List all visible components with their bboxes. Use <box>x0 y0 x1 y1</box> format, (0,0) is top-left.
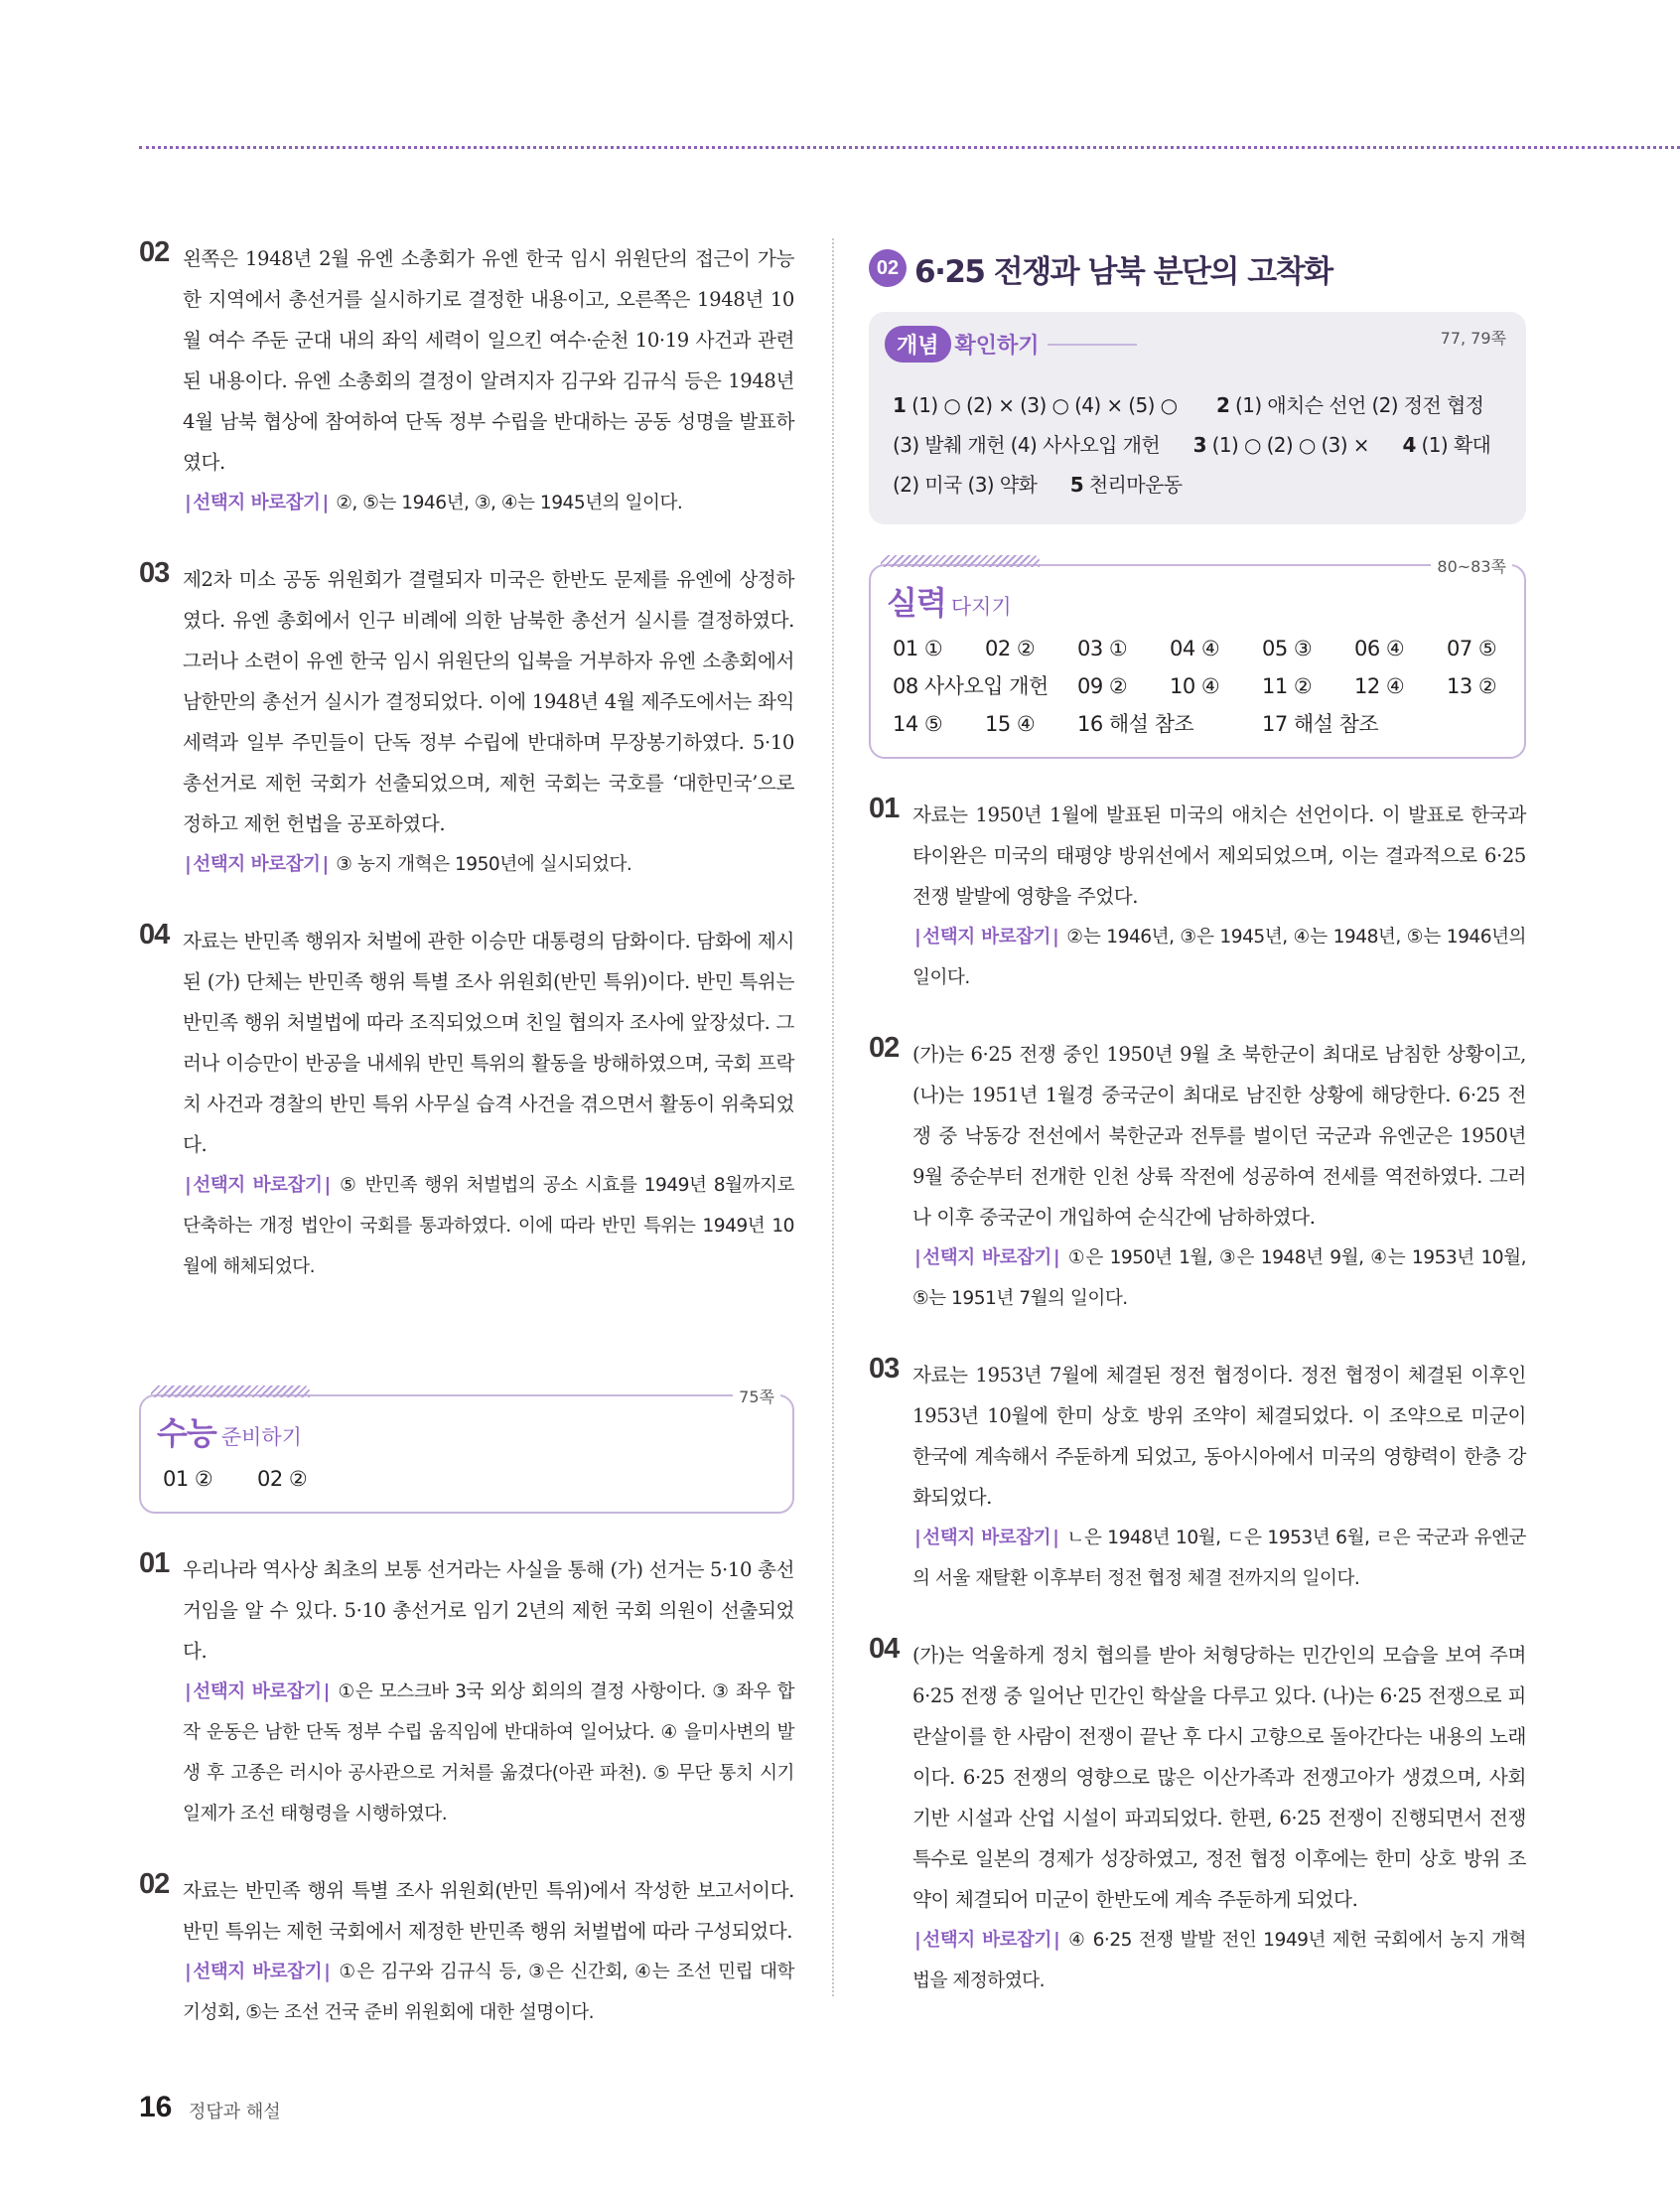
box-title: 실력 다지기 <box>887 584 1012 622</box>
choice-correction-text: ①은 모스크바 3국 외상 회의의 결정 사항이다. ③ 좌우 합작 운동은 남한 단독 정부 수립 움직임에 반대하여 일어났다. ④ 을미사변의 발생 후 고종은 러시아 공사관으로 거처를 옮겼다(아관 파천). ⑤ 무단 통치 시기 일제가 조선 태형령을 시행하였다. <box>183 1681 794 1824</box>
question-number: 01 <box>139 1547 170 1579</box>
box-hatch-decoration <box>151 1386 310 1397</box>
concept-line: (3) 발췌 개헌 (4) 사사오입 개헌 3 (1) ○ (2) ○ (3) × 4 (1) 확대 <box>893 433 1491 457</box>
explanation-text: 자료는 반민족 행위자 처벌에 관한 이승만 대통령의 담화이다. 담화에 제시된 (가) 단체는 반민족 행위 특별 조사 위원회(반민 특위)이다. 반민 특위는 반민족 행위 처벌법에 따라 조직되었으며 친일 협의자 조사에 앞장섰다. 그러나 이승만이 반공을 내세워 반민 특위의 활동을 방해하였으며, 국회 프락치 사건과 경찰의 반민 특위 사무실 습격 사건을 겪으면서 활동이 위축되었다. <box>183 930 794 1156</box>
answer-item: 10 ④ <box>1170 674 1220 698</box>
answer-row <box>893 630 1502 667</box>
answer-item: 02 ② <box>985 637 1036 660</box>
explanation-02 <box>139 238 794 523</box>
explanation-text: 제2차 미소 공동 위원회가 결렬되자 미국은 한반도 문제를 유엔에 상정하였다. 유엔 총회에서 인구 비례에 의한 남북한 총선거 실시를 결정하였다. 그러나 소련이 유엔 한국 임시 위원단의 입북을 거부하자 유엔 소총회에서 남한만의 총선거 실시가 결정되었다. 이에 1948년 4월 제주도에서는 좌익 세력과 일부 주민들이 단독 정부 수립에 반대하며 무장봉기하였다. 5·10 총선거로 제헌 국회가 선출되었으며, 제헌 국회는 국호를 ‘대한민국’으로 정하고 제헌 헌법을 공포하였다. <box>183 568 794 835</box>
answer-item: 05 ③ <box>1262 637 1313 660</box>
right-column <box>869 238 1526 2037</box>
answer-item: 15 ④ <box>985 712 1036 736</box>
answer-item: 07 ⑤ <box>1447 637 1497 660</box>
box-hatch-decoration <box>881 555 1040 567</box>
practice-explanation-03 <box>869 1355 1526 1599</box>
explanation-text: (가)는 6·25 전쟁 중인 1950년 9월 초 북한군이 최대로 남침한 상황이고, (나)는 1951년 1월경 중국군이 최대로 남진한 상황에 해당한다. 6·25 전쟁 중 낙동강 전선에서 북한군과 전투를 벌이던 국군과 유엔군은 1950년 9월 중순부터 전개한 인천 상륙 작전에 성공하여 전세를 역전하였다. 그러나 이후 중국군이 개입하여 순식간에 남하하였다. <box>912 1043 1526 1229</box>
explanation-text: 자료는 1953년 7월에 체결된 정전 협정이다. 정전 협정이 체결된 이후인 1953년 10월에 한미 상호 방위 조약이 체결되었다. 이 조약으로 미군이 한국에 계속해서 주둔하게 되었고, 동아시아에서 미국의 영향력이 한층 강화되었다. <box>912 1364 1526 1509</box>
choice-correction: | 선택지 바로잡기 | ②는 1946년, ③은 1945년, ④는 1948년, ⑤는 1946년의 일이다. <box>912 927 1526 988</box>
practice-explanation-04 <box>869 1635 1526 2001</box>
concept-check-box <box>869 312 1526 524</box>
answer-item: 06 ④ <box>1354 637 1405 660</box>
answer-item: 04 ④ <box>1170 637 1220 660</box>
section-number-badge: 02 <box>869 249 907 287</box>
explanation-text: 왼쪽은 1948년 2월 유엔 소총회가 유엔 한국 임시 위원단의 접근이 가능한 지역에서 총선거를 실시하기로 결정한 내용이고, 오른쪽은 1948년 10월 여수 주둔 군대 내의 좌익 세력이 일으킨 여수·순천 10·19 사건과 관련된 내용이다. 유엔 소총회의 결정이 알려지자 김구와 김규식 등은 1948년 4월 남북 협상에 참여하여 단독 정부 수립을 반대하는 공동 성명을 발표하였다. <box>183 247 794 474</box>
choice-correction-label: 선택지 바로잡기 <box>922 1930 1051 1951</box>
answer-item: 17 해설 참조 <box>1262 712 1379 736</box>
answer-row <box>163 1460 770 1498</box>
choice-correction: | 선택지 바로잡기 | ①은 김구와 김규식 등, ③은 신간회, ④는 조선 민립 대학 기성회, ⑤는 조선 건국 준비 위원회에 대한 설명이다. <box>183 1962 794 2023</box>
choice-correction-text: ①은 1950년 1월, ③은 1948년 9월, ④는 1953년 10월, ⑤는 1951년 7월의 일이다. <box>912 1247 1526 1309</box>
answer-item: 01 ① <box>893 637 943 660</box>
practice-explanation-01 <box>869 795 1526 998</box>
explanation-text: 자료는 1950년 1월에 발표된 미국의 애치슨 선언이다. 이 발표로 한국과 타이완은 미국의 태평양 방위선에서 제외되었으며, 이는 결과적으로 6·25 전쟁 발발에 영향을 주었다. <box>912 803 1526 908</box>
choice-correction-label: 선택지 바로잡기 <box>193 854 321 875</box>
question-number: 03 <box>139 557 170 589</box>
box-title: 수능 준비하기 <box>157 1414 302 1452</box>
choice-correction-text: ②는 1946년, ③은 1945년, ④는 1948년, ⑤는 1946년의 일이다. <box>912 927 1526 988</box>
answer-item: 11 ② <box>1262 674 1313 698</box>
choice-correction-label: 선택지 바로잡기 <box>922 1247 1051 1268</box>
top-dotted-rule <box>139 146 1680 149</box>
answer-item: 08 사사오입 개헌 <box>893 674 1049 698</box>
question-number: 04 <box>869 1633 900 1665</box>
answer-item: 12 ④ <box>1354 674 1405 698</box>
page-reference: 75쪽 <box>733 1385 780 1407</box>
answer-item: 03 ① <box>1077 637 1128 660</box>
section-title: 6·25 전쟁과 남북 분단의 고착화 <box>914 253 1332 290</box>
suneung-explanation-02 <box>139 1870 794 2033</box>
answer-item: 16 해설 참조 <box>1077 712 1194 736</box>
choice-correction: | 선택지 바로잡기 | ①은 모스크바 3국 외상 회의의 결정 사항이다. ③ 좌우 합작 운동은 남한 단독 정부 수립 움직임에 반대하여 일어났다. ④ 을미사변의 발생 후 고종은 러시아 공사관으로 거처를 옮겼다(아관 파천). ⑤ 무단 통치 시기 일제가 조선 태형령을 시행하였다. <box>183 1681 794 1824</box>
answer-item: 02 ② <box>257 1467 308 1491</box>
answer-row <box>893 705 1502 743</box>
page-reference: 80~83쪽 <box>1431 554 1512 577</box>
choice-correction: | 선택지 바로잡기 | ㄴ은 1948년 10월, ㄷ은 1953년 6월, ㄹ은 국군과 유엔군의 서울 재탈환 이후부터 정전 협정 체결 전까지의 일이다. <box>912 1528 1526 1589</box>
answer-item: 13 ② <box>1447 674 1497 698</box>
choice-correction-text: ㄴ은 1948년 10월, ㄷ은 1953년 6월, ㄹ은 국군과 유엔군의 서울 재탈환 이후부터 정전 협정 체결 전까지의 일이다. <box>912 1528 1526 1589</box>
left-column <box>139 238 794 2069</box>
choice-correction-text: ④ 6·25 전쟁 발발 전인 1949년 제헌 국회에서 농지 개혁법을 제정하였다. <box>912 1930 1526 1991</box>
question-number: 03 <box>869 1353 900 1385</box>
choice-correction-label: 선택지 바로잡기 <box>193 1681 322 1702</box>
suneung-explanation-01 <box>139 1549 794 1834</box>
choice-correction-label: 선택지 바로잡기 <box>193 1962 323 1982</box>
explanation-text: 자료는 반민족 행위 특별 조사 위원회(반민 특위)에서 작성한 보고서이다. 반민 특위는 제헌 국회에서 제정한 반민족 행위 처벌법에 따라 구성되었다. <box>183 1879 794 1943</box>
footer-title: 정답과 해설 <box>189 2102 281 2122</box>
section-heading <box>869 238 1526 298</box>
concept-line: 1 (1) ○ (2) × (3) ○ (4) × (5) ○ 2 (1) 애치슨 선언 (2) 정전 협정 <box>893 393 1484 417</box>
explanation-03 <box>139 559 794 885</box>
question-number: 02 <box>869 1032 900 1064</box>
concept-answers <box>893 385 1502 505</box>
practice-explanation-02 <box>869 1034 1526 1319</box>
choice-correction: | 선택지 바로잡기 | ②, ⑤는 1946년, ③, ④는 1945년의 일이다. <box>185 493 683 513</box>
page-number: 16 <box>139 2091 173 2123</box>
choice-correction-label: 선택지 바로잡기 <box>193 493 321 513</box>
choice-correction-label: 선택지 바로잡기 <box>922 927 1051 948</box>
choice-correction-text: ⑤ 반민족 행위 처벌법의 공소 시효를 1949년 8월까지로 단축하는 개정 법안이 국회를 통과하였다. 이에 따라 반민 특위는 1949년 10월에 해체되었다. <box>183 1175 794 1277</box>
answer-item: 14 ⑤ <box>893 712 943 736</box>
answer-row <box>893 667 1502 705</box>
answer-item: 01 ② <box>163 1467 213 1491</box>
explanation-text: (가)는 억울하게 정치 협의를 받아 처형당하는 민간인의 모습을 보여 주며 6·25 전쟁 중 일어난 민간인 학살을 다루고 있다. (나)는 6·25 전쟁으로 피란살이를 한 사람이 전쟁이 끝난 후 다시 고향으로 돌아간다는 내용의 노래이다. 6·25 전쟁의 영향으로 많은 이산가족과 전쟁고아가 생겼으며, 사회 기반 시설과 산업 시설이 파괴되었다. 한편, 6·25 전쟁이 진행되면서 전쟁 특수로 일본의 경제가 성장하였고, 정전 협정 이후에는 한미 상호 방위 조약이 체결되어 미군이 한반도에 계속 주둔하게 되었다. <box>912 1644 1526 1911</box>
question-number: 02 <box>139 1868 170 1900</box>
choice-correction: | 선택지 바로잡기 | ⑤ 반민족 행위 처벌법의 공소 시효를 1949년 8월까지로 단축하는 개정 법안이 국회를 통과하였다. 이에 따라 반민 특위는 1949년 10월에 해체되었다. <box>183 1175 794 1277</box>
choice-correction-text: ①은 김구와 김규식 등, ③은 신간회, ④는 조선 민립 대학 기성회, ⑤는 조선 건국 준비 위원회에 대한 설명이다. <box>183 1962 794 2023</box>
choice-correction-label: 선택지 바로잡기 <box>193 1175 323 1196</box>
explanation-text: 우리나라 역사상 최초의 보통 선거라는 사실을 통해 (가) 선거는 5·10 총선거임을 알 수 있다. 5·10 총선거로 임기 2년의 제헌 국회 의원이 선출되었다. <box>183 1558 794 1663</box>
question-number: 04 <box>139 919 170 950</box>
suneung-answer-box <box>139 1387 794 1514</box>
choice-correction: | 선택지 바로잡기 | ①은 1950년 1월, ③은 1948년 9월, ④는 1953년 10월, ⑤는 1951년 7월의 일이다. <box>912 1247 1526 1309</box>
question-number: 02 <box>139 236 170 268</box>
page-reference: 77, 79쪽 <box>1440 329 1506 348</box>
choice-correction: | 선택지 바로잡기 | ③ 농지 개혁은 1950년에 실시되었다. <box>185 854 632 875</box>
concept-line: (2) 미국 (3) 약화 5 천리마운동 <box>893 473 1183 497</box>
choice-correction-label: 선택지 바로잡기 <box>922 1528 1051 1548</box>
choice-correction-text: ②, ⑤는 1946년, ③, ④는 1945년의 일이다. <box>336 493 683 513</box>
answer-item: 09 ② <box>1077 674 1128 698</box>
practice-answer-box <box>869 557 1526 759</box>
explanation-04 <box>139 921 794 1287</box>
concept-tab: 개념 확인하기 <box>885 326 1137 363</box>
question-number: 01 <box>869 793 900 824</box>
choice-correction: | 선택지 바로잡기 | ④ 6·25 전쟁 발발 전인 1949년 제헌 국회에서 농지 개혁법을 제정하였다. <box>912 1930 1526 1991</box>
column-divider <box>832 238 834 1996</box>
choice-correction-text: ③ 농지 개혁은 1950년에 실시되었다. <box>336 854 632 875</box>
